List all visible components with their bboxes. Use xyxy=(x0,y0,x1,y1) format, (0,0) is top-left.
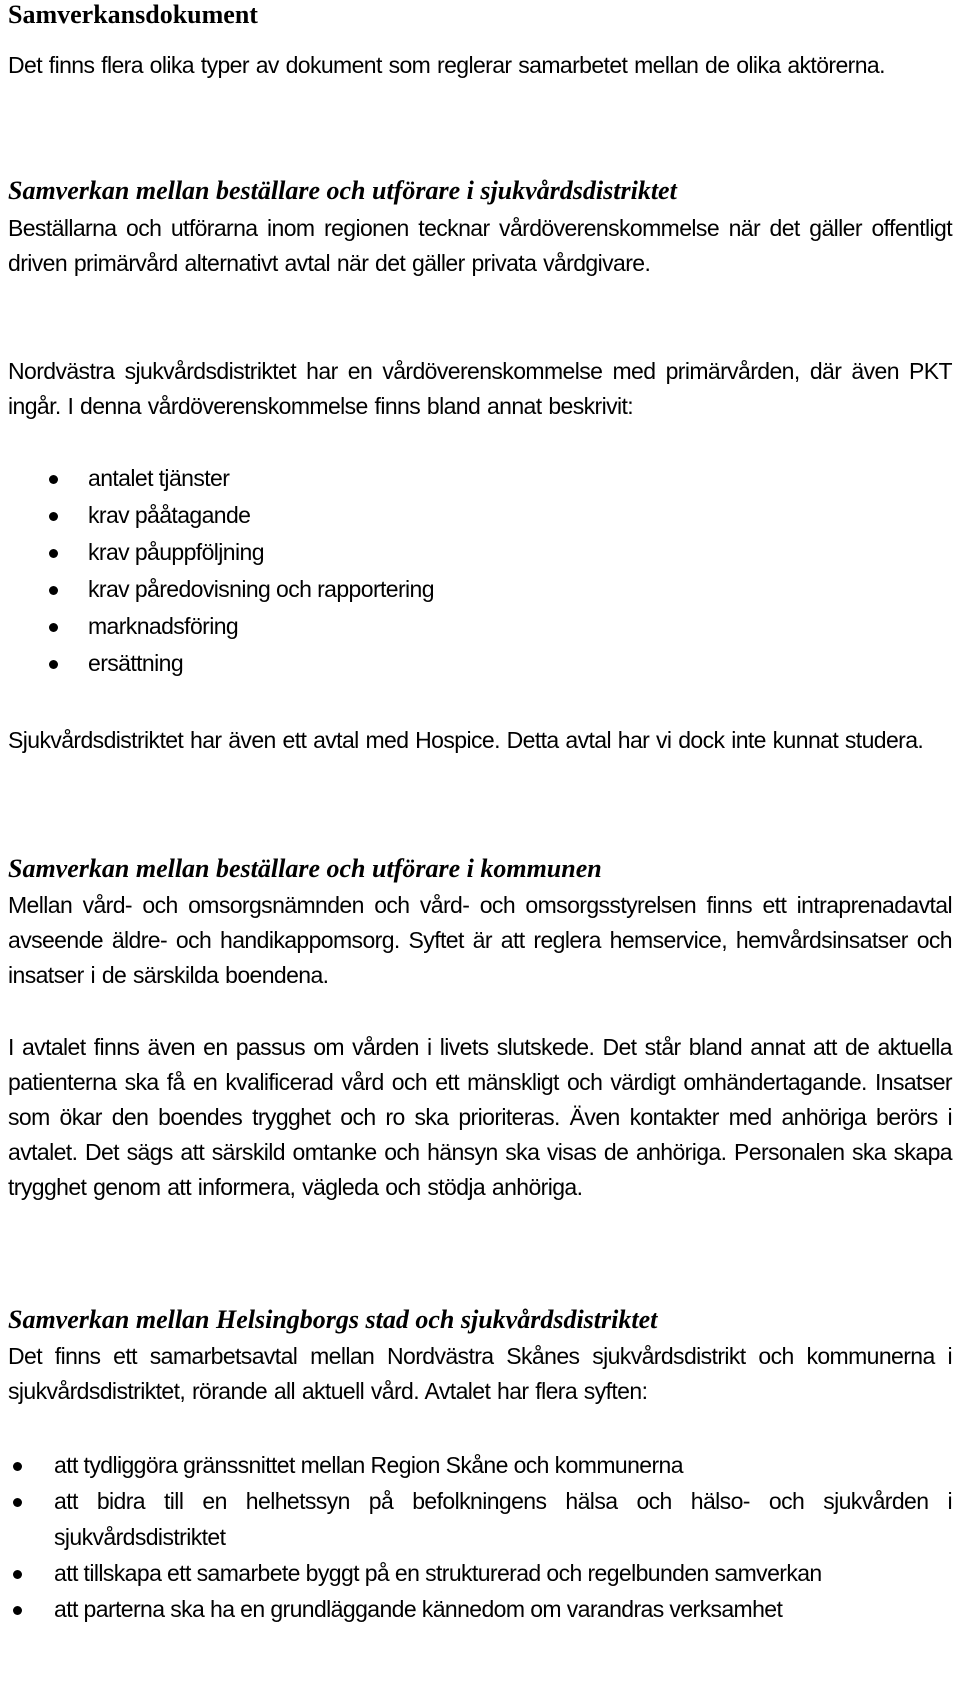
bullet-icon xyxy=(49,475,58,484)
list-item-text: krav pååtagande xyxy=(88,502,251,528)
bullet-icon xyxy=(49,586,58,595)
list-item-text: ersättning xyxy=(88,650,184,676)
list-item-text: antalet tjänster xyxy=(88,465,230,491)
list-item xyxy=(8,608,952,645)
list-item xyxy=(8,645,952,682)
list-item-text: krav påuppföljning xyxy=(88,539,264,565)
section2-paragraph-2: I avtalet finns även en passus om vården i livets slutskede. Det står bland annat att de aktuella patienterna ska få en kvalificerad vård och ett mänskligt och värdigt omhändertagande. Insatser som ökar den boendes trygghet och ro ska prioriteras. Även kontakter med anhöriga berörs i avtalet. Det sägs att särskild omtanke och hänsyn ska visas de anhöriga. Personalen ska skapa trygghet genom att informera, vägleda och stödja anhöriga. xyxy=(8,1034,952,1200)
document-title: Samverkansdokument xyxy=(8,0,258,29)
list-item xyxy=(8,460,952,497)
section1-paragraph-2: Nordvästra sjukvårdsdistriktet har en vårdöverenskommelse med primärvården, där även PKT ingår. I denna vårdöverenskommelse finns bland annat beskrivit: xyxy=(8,358,952,419)
list-item xyxy=(8,1555,952,1591)
list-item xyxy=(8,497,952,534)
section3-paragraph-1: Det finns ett samarbetsavtal mellan Nordvästra Skånes sjukvårdsdistrikt och kommunerna i sjukvårdsdistriktet, rörande all aktuell vård. Avtalet har flera syften: xyxy=(8,1343,952,1404)
list-item-text: krav påredovisning och rapportering xyxy=(88,576,434,602)
list-item xyxy=(8,534,952,571)
list-item-text: att tydliggöra gränssnittet mellan Region Skåne och kommunerna xyxy=(54,1452,683,1478)
bullet-icon xyxy=(13,1570,22,1579)
agreement-purposes-list xyxy=(8,1447,952,1627)
list-item-text: marknadsföring xyxy=(88,613,239,639)
section-heading-city-district: Samverkan mellan Helsingborgs stad och sjukvårdsdistriktet xyxy=(8,1305,658,1334)
bullet-icon xyxy=(49,549,58,558)
bullet-icon xyxy=(13,1606,22,1615)
bullet-icon xyxy=(49,623,58,632)
section-heading-district: Samverkan mellan beställare och utförare i sjukvårdsdistriktet xyxy=(8,176,677,205)
section2-paragraph-1: Mellan vård- och omsorgsnämnden och vård- och omsorgsstyrelsen finns ett intraprenadavtal avseende äldre- och handikappomsorg. Syftet är att reglera hemservice, hemvårdsinsatser och insatser i de särskilda boendena. xyxy=(8,892,952,988)
list-item xyxy=(8,1591,952,1627)
bullet-icon xyxy=(49,512,58,521)
intro-paragraph: Det finns flera olika typer av dokument som reglerar samarbetet mellan de olika aktörerna. xyxy=(8,52,885,78)
bullet-icon xyxy=(13,1498,22,1507)
list-item-text: att tillskapa ett samarbete byggt på en strukturerad och regelbunden samverkan xyxy=(54,1560,822,1586)
section-heading-municipality: Samverkan mellan beställare och utförare i kommunen xyxy=(8,854,602,883)
list-item-text: att bidra till en helhetssyn på befolkningens hälsa och hälso- och sjukvården i sjukvårdsdistriktet xyxy=(54,1488,952,1550)
section1-paragraph-1: Beställarna och utförarna inom regionen tecknar vårdöverenskommelse när det gäller offentligt driven primärvård alternativt avtal när det gäller privata vårdgivare. xyxy=(8,215,952,276)
list-item xyxy=(8,571,952,608)
bullet-icon xyxy=(49,660,58,669)
list-item-text: att parterna ska ha en grundläggande kännedom om varandras verksamhet xyxy=(54,1596,783,1622)
section1-paragraph-3: Sjukvårdsdistriktet har även ett avtal med Hospice. Detta avtal har vi dock inte kunnat studera. xyxy=(8,727,924,753)
list-item xyxy=(8,1483,952,1555)
list-item xyxy=(8,1447,952,1483)
agreement-contents-list xyxy=(8,460,952,682)
bullet-icon xyxy=(13,1462,22,1471)
